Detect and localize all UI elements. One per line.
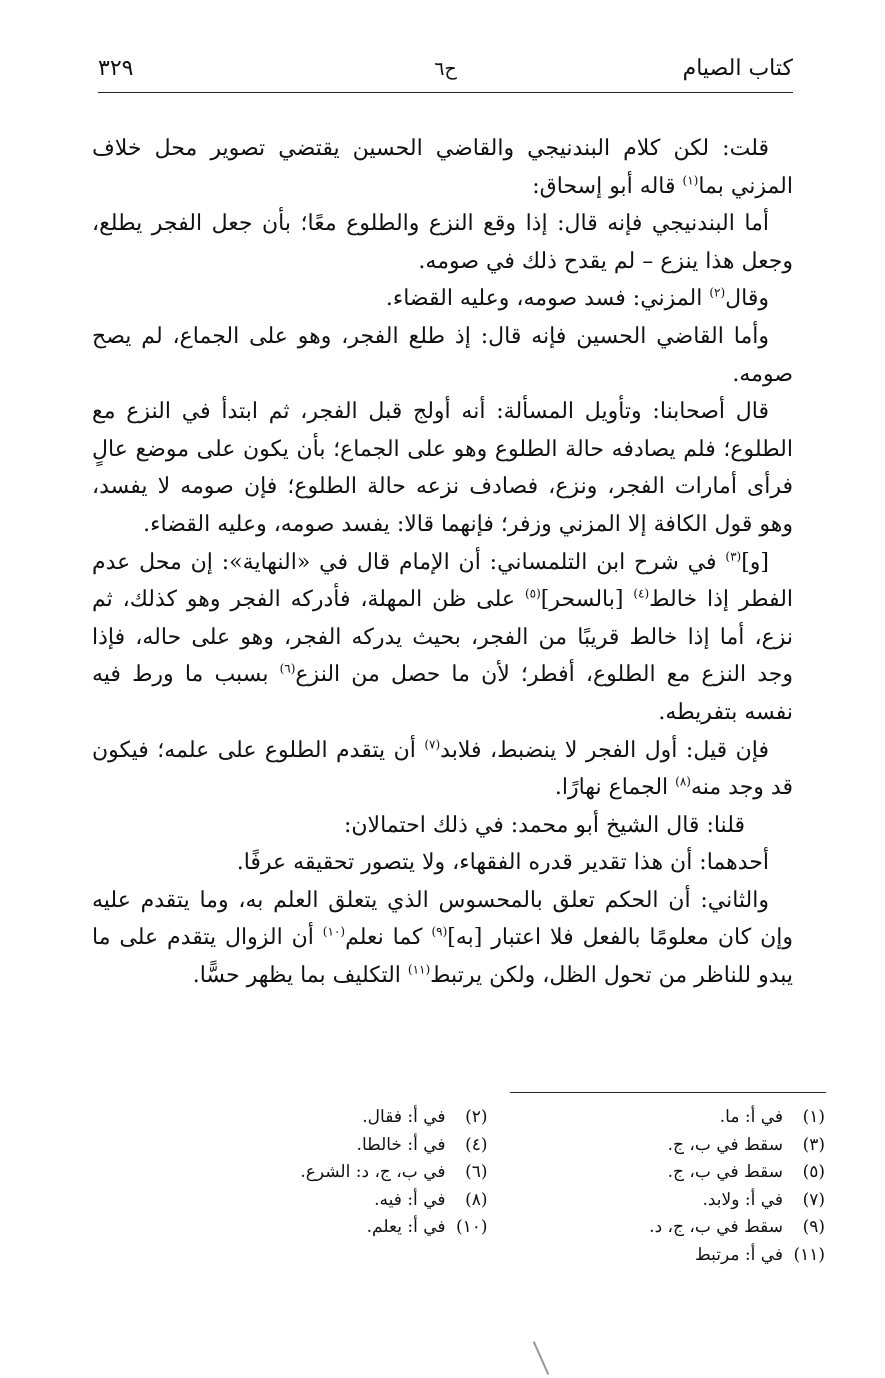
footnote-text: سقط في ب، ج.: [667, 1134, 783, 1155]
header-title: كتاب الصيام: [682, 56, 793, 81]
footnote: [190, 1104, 488, 1132]
footnote-number: (٣): [802, 1134, 825, 1155]
footnote-number: (٩): [802, 1217, 825, 1237]
text-run: كما نعلم: [345, 925, 432, 951]
footnote-number: (٨): [465, 1189, 488, 1210]
footnote-marker: (٥): [524, 586, 541, 601]
footnote-number: (٧): [802, 1189, 825, 1210]
text-run: [و]: [741, 549, 769, 575]
footnote: [528, 1132, 826, 1160]
text-run: التكليف بما يظهر حسًّا.: [192, 963, 408, 989]
text-run: وقال: [725, 286, 769, 312]
footnote-number: (٥): [802, 1162, 825, 1182]
paragraph-3: [92, 280, 793, 318]
paragraph-4: وأما القاضي الحسين فإنه قال: إذ طلع الفجر، وهو على الجماع، لم يصح صومه.: [92, 323, 793, 387]
paragraph-10: [92, 882, 793, 995]
footnote-marker: (٦): [279, 661, 296, 676]
text-run: والثاني: أن الحكم تعلق بالمحسوس الذي يتعلق العلم به، وما يتقدم عليه وإن كان معلومًا بالفعل فلا اعتبار [به]: [92, 887, 794, 951]
footnote-marker: (٧): [424, 737, 441, 752]
footnote: [528, 1214, 826, 1242]
footnote-text: في أ: مرتبط: [694, 1244, 783, 1265]
paragraph-2: أما البندنيجي فإنه قال: إذا وقع النزع والطلوع معًا؛ بأن جعل الفجر يطلع، وجعل هذا ينزع – لم يقدح ذلك في صومه.: [92, 211, 793, 274]
footnote-number: (٢): [465, 1107, 488, 1127]
footnote: [190, 1187, 488, 1215]
footnote: [528, 1242, 826, 1270]
text-run: المزني: فسد صومه، وعليه القضاء.: [385, 286, 710, 312]
page-number: ٣٢٩: [98, 56, 134, 81]
running-header: [98, 56, 793, 93]
footnote-marker: (٨): [675, 774, 691, 789]
footnote-text: في أ: ولابد.: [702, 1189, 783, 1210]
footnote-marker: (٣): [725, 549, 742, 564]
text-run: قاله أبو إسحاق:: [532, 173, 683, 199]
footnote-marker: (٢): [709, 286, 726, 301]
paragraph-6: [92, 544, 793, 732]
footnote: [190, 1132, 488, 1160]
footnote-marker: (١): [682, 173, 699, 188]
footnote-text: سقط في ب، ج.: [667, 1162, 783, 1182]
text-run: بسبب ما ورط فيه نفسه بتفريطه.: [92, 662, 793, 725]
footnote: [528, 1104, 826, 1132]
text-run: أن يتقدم الطلوع على علمه؛ فيكون قد وجد منه: [92, 737, 793, 801]
footnote-text: في أ: فيه.: [374, 1189, 446, 1210]
paragraph-7: [92, 732, 793, 807]
footnote-text: في ب، ج، د: الشرع.: [300, 1162, 446, 1182]
footnote-number: (٦): [465, 1162, 488, 1182]
text-run: قلت: لكن كلام البندنيجي والقاضي الحسين يقتضي تصوير محل خلاف المزني بما: [92, 136, 793, 199]
text-run: أن الزوال يتقدم على ما يبدو للناظر من تحول الظل، ولكن يرتبط: [92, 925, 793, 989]
text-run: في شرح ابن التلمساني: أن الإمام قال في «النهاية»: إن محل عدم الفطر إذا خالط: [92, 549, 794, 613]
footnote-number: (١٠): [455, 1217, 488, 1237]
paragraph-9: أحدهما: أن هذا تقدير قدره الفقهاء، ولا يتصور تحقيقه عرفًا.: [236, 850, 769, 876]
text-run: الجماع نهارًا.: [554, 775, 676, 801]
footnote-text: في أ: يعلم.: [366, 1217, 446, 1237]
footnotes-right-column: [528, 1104, 826, 1269]
main-text: [92, 130, 793, 995]
paragraph-5: قال أصحابنا: وتأويل المسألة: أنه أولج قبل الفجر، ثم ابتدأ في النزع مع الطلوع؛ فلم يصادفه حالة الطلوع وهو على الجماع؛ بأن يكون على موضع عالٍ فرأى أمارات الفجر، ونزع، فصادف نزعه حالة الطلوع؛ فإن صومه لا يفسد، وهو قول الكافة إلا المزني وزفر؛ فإنهما قالا: يفسد صومه، وعليه القضاء.: [92, 399, 794, 537]
footnote-marker: (٩): [431, 925, 448, 940]
text-run: [بالسحر]: [540, 587, 634, 613]
footnotes: [190, 1104, 825, 1269]
footnote: [528, 1159, 826, 1187]
scan-artifact-mark: [533, 1341, 549, 1375]
text-run: على ظن المهلة، فأدركه الفجر وهو كذلك، ثم نزع، أما إذا خالط قريبًا من الفجر، بحيث يدركه الفجر، وهو على حاله، فإذا وجد النزع مع الطلوع، أفطر؛ لأن ما حصل من النزع: [92, 587, 794, 688]
paragraph-1: [92, 130, 793, 205]
footnote-marker: (١١): [407, 962, 431, 977]
footnote-number: (٤): [465, 1134, 488, 1155]
footnotes-left-column: [190, 1104, 488, 1269]
footnote-marker: (٤): [633, 586, 650, 601]
footnote: [190, 1159, 488, 1187]
footnote-number: (١): [802, 1107, 825, 1127]
footnote-text: في أ: خالطا.: [356, 1134, 446, 1155]
footnote-marker: (١٠): [322, 925, 346, 940]
text-run: فإن قيل: أول الفجر لا ينضبط، فلابد: [440, 737, 769, 763]
footnote-text: سقط في ب، ج، د.: [649, 1217, 783, 1237]
paragraph-8: قلنا: قال الشيخ أبو محمد: في ذلك احتمالان:: [343, 812, 745, 838]
footnote-number: (١١): [793, 1244, 825, 1265]
footnote-separator: [510, 1092, 826, 1093]
footnote-text: في أ: فقال.: [362, 1107, 446, 1127]
footnote: [190, 1214, 488, 1242]
footnote-text: في أ: ما.: [719, 1107, 783, 1127]
footnote: [528, 1187, 826, 1215]
header-volume: ح٦: [434, 58, 457, 80]
